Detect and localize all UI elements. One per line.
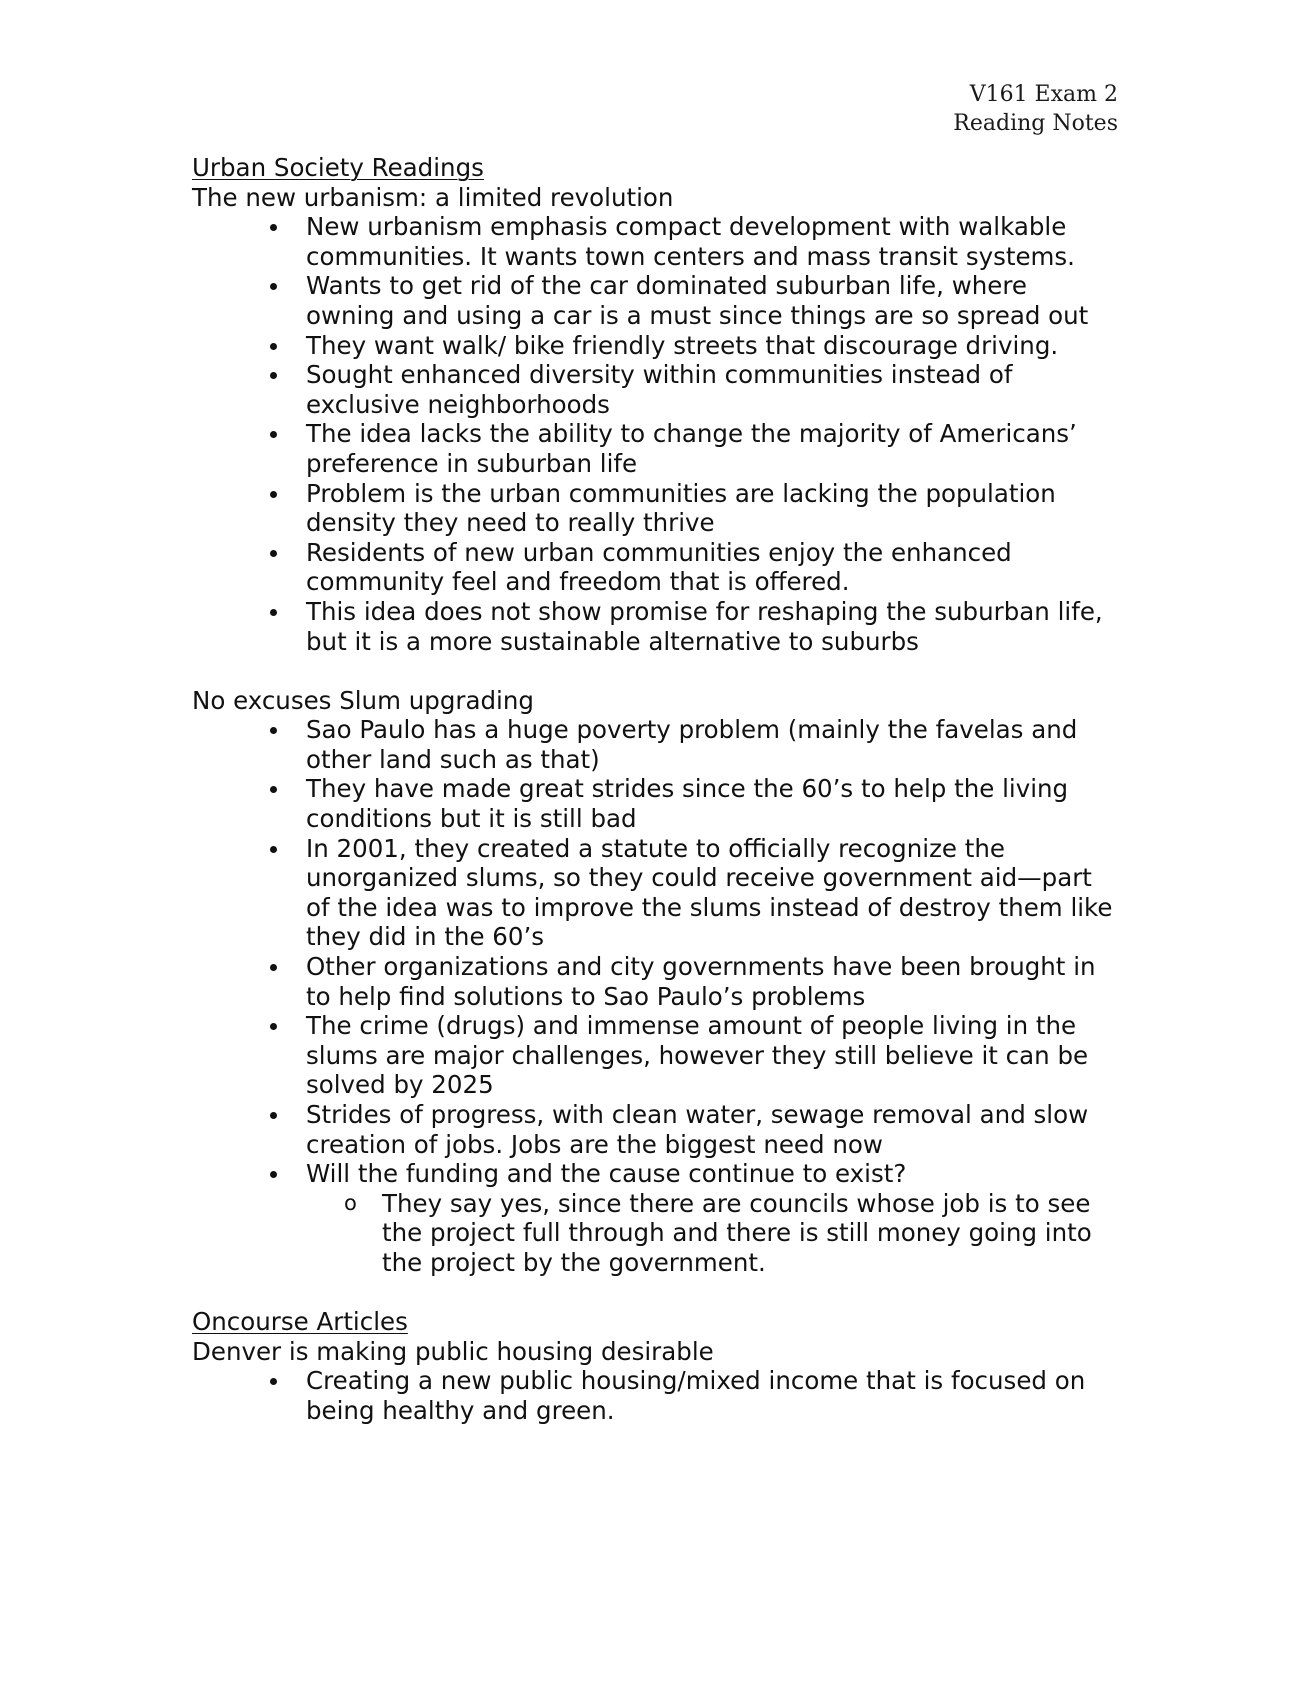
sub-list-item (306, 1189, 1122, 1278)
bullet-icon (270, 343, 277, 350)
list-item (192, 331, 1122, 361)
list-item (192, 212, 1122, 271)
list-item (192, 1366, 1122, 1425)
bullet-text: They have made great strides since the 60’s to help the living conditions but it is still bad (306, 774, 1069, 834)
document-subtitle: Reading Notes (953, 111, 1118, 136)
bullet-text: Creating a new public housing/mixed income that is focused on being healthy and green. (306, 1366, 1086, 1425)
bullet-icon (270, 1171, 277, 1178)
list-item (192, 360, 1122, 419)
list-item (192, 597, 1122, 656)
bullet-text: Residents of new urban communities enjoy the enhanced community feel and freedom that is offered. (306, 537, 1012, 597)
sub-bullet-text: They say yes, since there are councils whose job is to see the project full through and there is still money going into the project by the government. (382, 1188, 1092, 1277)
bullet-icon (270, 491, 277, 498)
bullet-text: They want walk/ bike friendly streets that discourage driving. (306, 330, 1059, 360)
bullet-icon (270, 1023, 277, 1030)
bullet-text: Problem is the urban communities are lacking the population density they need to really thrive (306, 478, 1056, 538)
bullet-icon (270, 786, 277, 793)
bullet-icon (270, 224, 277, 231)
bullet-icon (270, 372, 277, 379)
list-item (192, 1159, 1122, 1277)
spacer (192, 656, 1122, 686)
bullet-icon (270, 431, 277, 438)
bullet-text: Sao Paulo has a huge poverty problem (mainly the favelas and other land such as that) (306, 715, 1078, 774)
list-item (192, 774, 1122, 833)
bullet-icon (270, 283, 277, 290)
list-item (192, 538, 1122, 597)
list-item (192, 271, 1122, 330)
section-heading-oncourse-articles: Oncourse Articles (192, 1307, 408, 1337)
bullet-list-new-urbanism (192, 212, 1122, 656)
topic-title-denver-housing: Denver is making public housing desirable (192, 1336, 714, 1366)
sub-bullet-list (306, 1189, 1122, 1278)
notes-body (192, 153, 1122, 1426)
page-header (953, 80, 1118, 138)
bullet-icon (270, 1378, 277, 1385)
section-heading-urban-society: Urban Society Readings (192, 153, 484, 182)
bullet-text: Strides of progress, with clean water, sewage removal and slow creation of jobs. Jobs are the biggest need now (306, 1100, 1089, 1159)
spacer (192, 1278, 1122, 1308)
list-item (192, 419, 1122, 478)
bullet-icon (270, 550, 277, 557)
bullet-text: In 2001, they created a statute to officially recognize the unorganized slums, so they could receive government aid—part of the idea was to improve the slums instead of destroy them like they did in the 60’s (306, 833, 1113, 952)
bullet-text: Sought enhanced diversity within communities instead of exclusive neighborhoods (306, 360, 1013, 419)
bullet-text: This idea does not show promise for reshaping the suburban life, but it is a more sustainable alternative to suburbs (306, 596, 1103, 656)
list-item (192, 834, 1122, 952)
bullet-text: The crime (drugs) and immense amount of people living in the slums are major challenges, however they still believe it can be solved by 2025 (306, 1011, 1089, 1100)
topic-title-new-urbanism: The new urbanism: a limited revolution (192, 182, 674, 212)
list-item (192, 715, 1122, 774)
bullet-text: Other organizations and city governments have been brought in to help find solutions to Sao Paulo’s problems (306, 952, 1096, 1011)
bullet-text: Wants to get rid of the car dominated suburban life, where owning and using a car is a must since things are so spread out (306, 271, 1089, 330)
bullet-text: The idea lacks the ability to change the majority of Americans’ preference in suburban life (306, 419, 1077, 478)
bullet-icon (270, 846, 277, 853)
bullet-icon (270, 964, 277, 971)
bullet-list-slum-upgrading (192, 715, 1122, 1277)
list-item (192, 479, 1122, 538)
bullet-icon (270, 609, 277, 616)
course-title: V161 Exam 2 (969, 82, 1118, 107)
bullet-text: New urbanism emphasis compact development with walkable communities. It wants town centers and mass transit systems. (306, 212, 1075, 271)
list-item (192, 952, 1122, 1011)
list-item (192, 1011, 1122, 1100)
topic-title-slum-upgrading: No excuses Slum upgrading (192, 685, 534, 715)
bullet-list-denver-housing (192, 1366, 1122, 1425)
bullet-icon (270, 727, 277, 734)
list-item (192, 1100, 1122, 1159)
hollow-bullet-icon: o (344, 1190, 357, 1215)
bullet-icon (270, 1112, 277, 1119)
bullet-text: Will the funding and the cause continue to exist? (306, 1159, 907, 1189)
